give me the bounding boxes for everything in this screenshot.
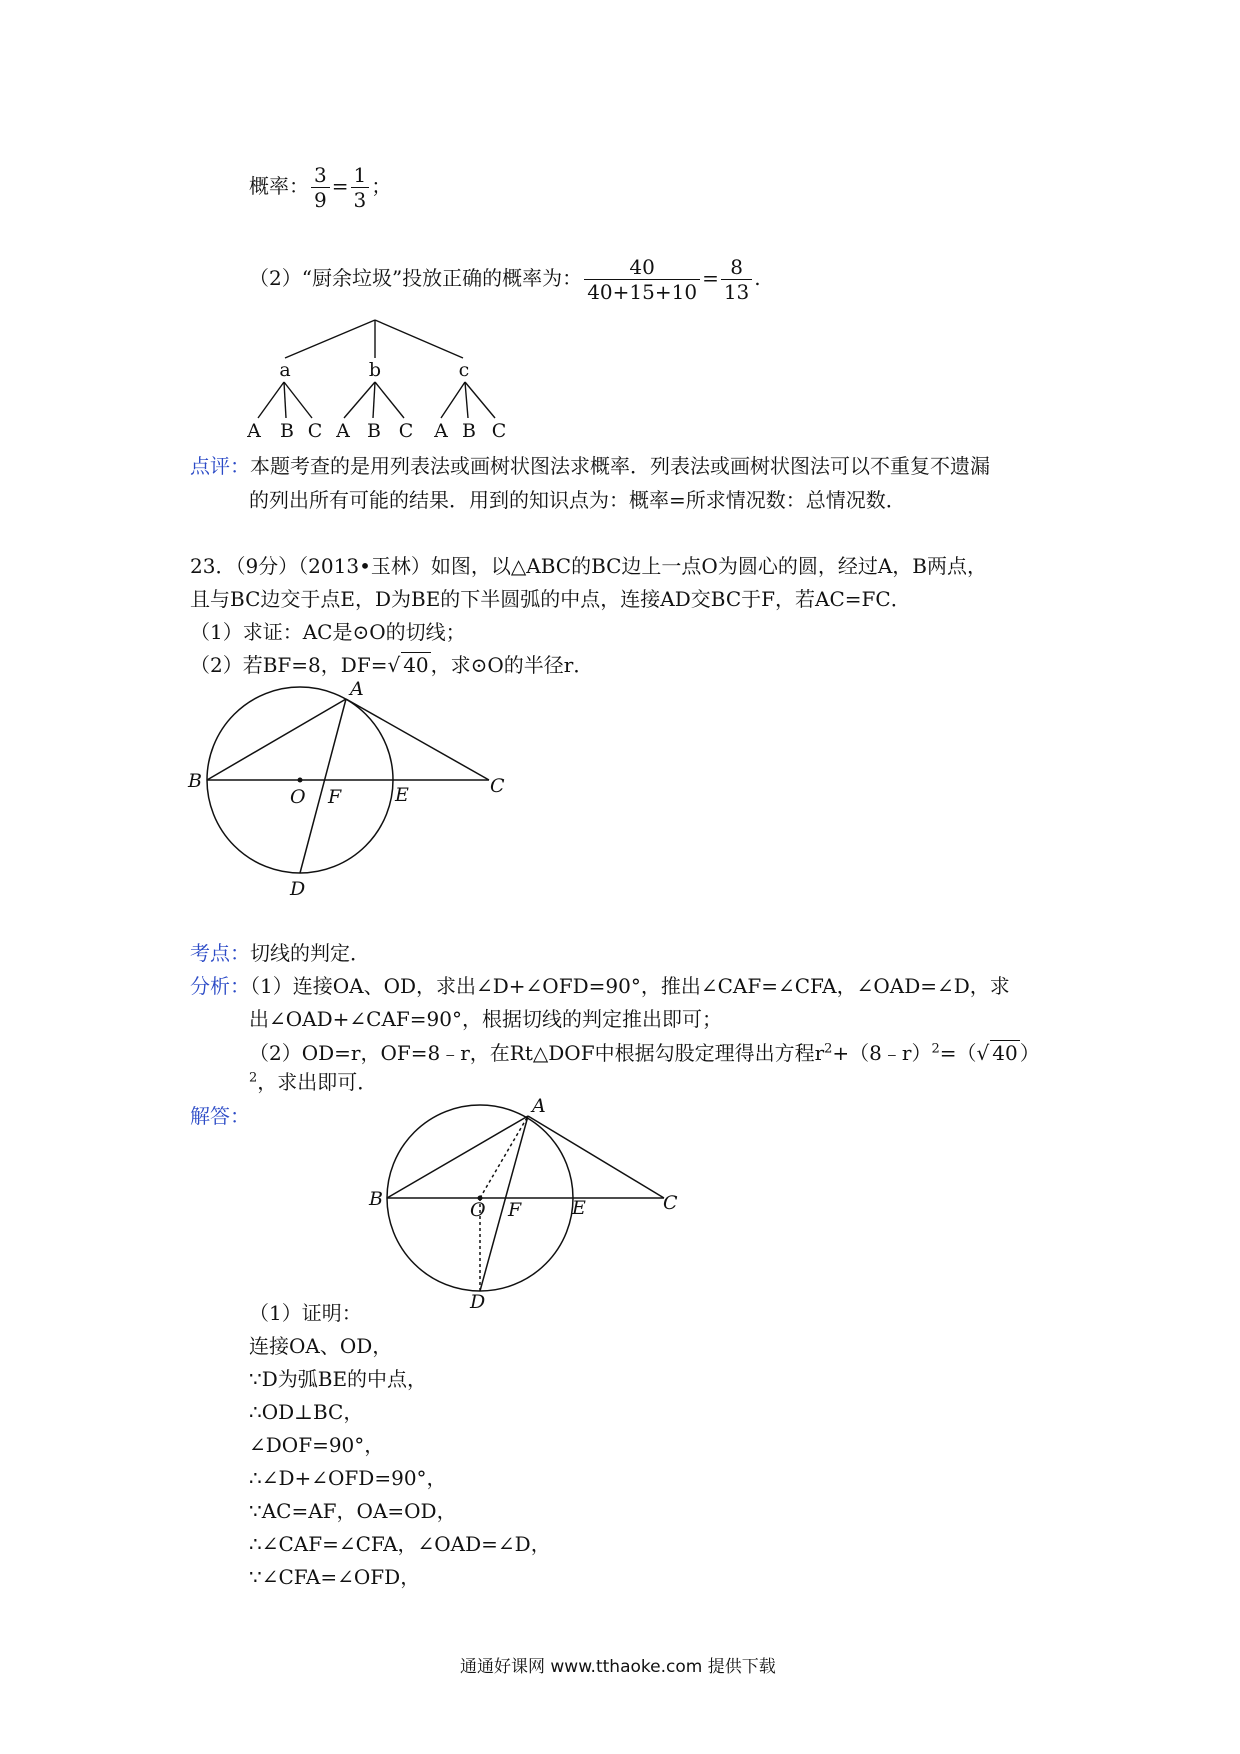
tree-node-a: a bbox=[279, 359, 291, 381]
jieda-label: 解答： bbox=[190, 1104, 250, 1128]
fraction-8-13: $\frac{8}{13}$ bbox=[721, 257, 752, 302]
fraction-40-65: $\frac{40}{40+15+10}$ bbox=[584, 257, 700, 302]
proof-line: ∠DOF=90°， bbox=[249, 1433, 385, 1457]
proof-line: 连接OA、OD， bbox=[249, 1334, 393, 1358]
point-O-label: O bbox=[470, 1199, 486, 1221]
part2-probability-line: （2）“厨余垃圾”投放正确的概率为： $\frac{40}{40+15+10}$ = $\frac{8}{13}$ . bbox=[249, 255, 761, 304]
kaodian-line: 考点：切线的判定． bbox=[190, 941, 370, 965]
tree-leaf: A bbox=[336, 420, 350, 442]
comment-line-2: 的列出所有可能的结果．用到的知识点为：概率=所求情况数：总情况数． bbox=[249, 488, 906, 512]
proof-line: ∵D为弧BE的中点， bbox=[249, 1367, 428, 1391]
tree-leaf: C bbox=[398, 420, 414, 442]
geometry-figure-1 bbox=[180, 670, 520, 900]
comment-label: 点评： bbox=[190, 454, 250, 478]
proof-line: ∵∠CFA=∠OFD， bbox=[249, 1565, 421, 1589]
fraction-3-9: $\frac{3}{9}$ bbox=[311, 165, 330, 210]
tree-leaf: B bbox=[367, 420, 381, 442]
fenxi-line-3: （2）OD=r，OF=8﹣r，在Rt△DOF中根据勾股定理得出方程$r^2+(8﹣r)^2=(√$ 40 ） bbox=[249, 1041, 1040, 1065]
problem23-line-3: （1）求证：AC是⊙O的切线； bbox=[190, 620, 466, 644]
tree-leaf: C bbox=[307, 420, 323, 442]
point-B-label: B bbox=[369, 1188, 383, 1210]
tree-leaf: A bbox=[247, 420, 261, 442]
point-E-label: E bbox=[572, 1197, 586, 1219]
point-F-label: F bbox=[328, 786, 342, 808]
point-C-label: C bbox=[490, 775, 505, 797]
comment-line-1: 点评：本题考查的是用列表法或画树状图法求概率．列表法或画树状图法可以不重复不遗漏 bbox=[190, 454, 990, 478]
point-A-label: A bbox=[532, 1095, 546, 1117]
sqrt-40-analysis: 40 bbox=[992, 1041, 1018, 1065]
footer-text: 通通好课网 www.tthaoke.com 提供下载 bbox=[460, 1657, 776, 1677]
tree-node-b: b bbox=[368, 359, 382, 381]
tree-diagram bbox=[240, 310, 540, 445]
tree-leaf: C bbox=[491, 420, 507, 442]
sqrt-40: 40 bbox=[403, 653, 429, 677]
fraction-1-3: $\frac{1}{3}$ bbox=[351, 165, 370, 210]
point-C-label: C bbox=[663, 1192, 678, 1214]
problem23-line-2: 且与BC边交于点E，D为BE的下半圆弧的中点，连接AD交BC于F，若AC=FC． bbox=[190, 587, 911, 611]
tree-leaf: B bbox=[462, 420, 476, 442]
fenxi-line-2: 出∠OAD+∠CAF=90°，根据切线的判定推出即可； bbox=[249, 1007, 722, 1031]
point-F-label: F bbox=[508, 1199, 522, 1221]
kaodian-label: 考点： bbox=[190, 941, 250, 965]
point-D-label: D bbox=[470, 1291, 486, 1310]
probability-line: 概率： $\frac{3}{9}$ = $\frac{1}{3}$ ； bbox=[249, 163, 392, 212]
tree-leaf: A bbox=[434, 420, 448, 442]
proof-line: ∴∠CAF=∠CFA，∠OAD=∠D， bbox=[249, 1532, 551, 1556]
fenxi-line-1: 分析：（1）连接OA、OD，求出∠D+∠OFD=90°，推出∠CAF=∠CFA，∠OAD=∠D，求 bbox=[190, 974, 1010, 998]
fenxi-line-4: $^2$，求出即可． bbox=[249, 1070, 378, 1094]
fenxi-label: 分析： bbox=[190, 974, 250, 998]
probability-label: 概率： bbox=[249, 174, 309, 198]
proof-line: ∵AC=AF，OA=OD， bbox=[249, 1499, 457, 1523]
problem23-line-1: 23．（9分）（2013•玉林）如图，以△ABC的BC边上一点O为圆心的圆，经过A，B两点， bbox=[190, 554, 987, 578]
geometry-figure-2 bbox=[360, 1090, 690, 1310]
point-B-label: B bbox=[188, 770, 202, 792]
proof-line: ∴∠D+∠OFD=90°， bbox=[249, 1466, 447, 1490]
tree-leaf: B bbox=[280, 420, 294, 442]
problem23-line-4: （2）若BF=8，DF=√ 40 ，求⊙O的半径r． bbox=[190, 653, 594, 677]
point-A-label: A bbox=[350, 678, 364, 700]
proof-line: ∴OD⊥BC， bbox=[249, 1400, 364, 1424]
tree-node-c: c bbox=[458, 359, 470, 381]
proof-line: （1）证明： bbox=[249, 1301, 362, 1325]
point-E-label: E bbox=[395, 784, 409, 806]
point-D-label: D bbox=[290, 878, 306, 900]
point-O-label: O bbox=[290, 786, 306, 808]
